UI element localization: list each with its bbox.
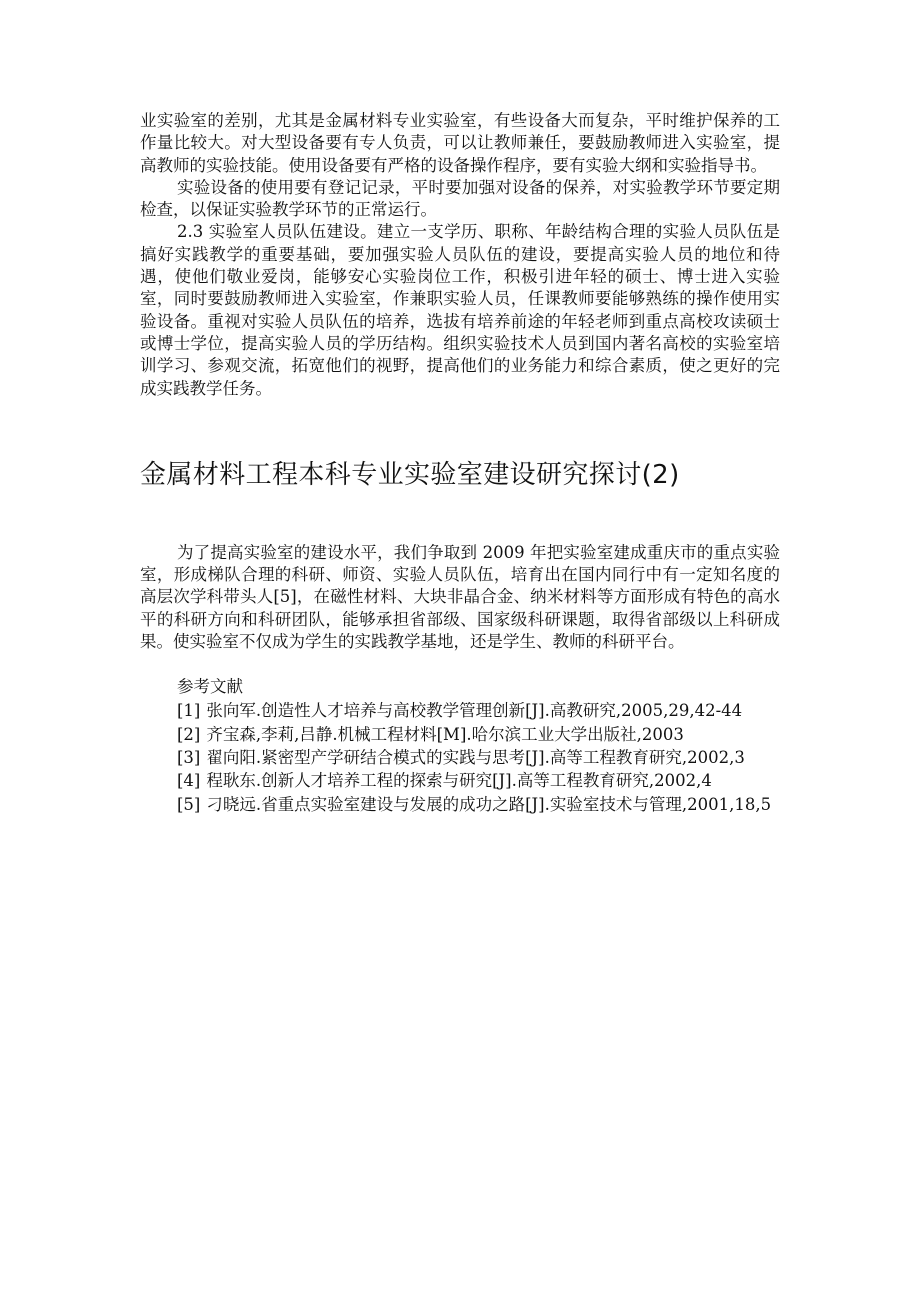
body-paragraph-1: 业实验室的差别，尤其是金属材料专业实验室，有些设备大而复杂，平时维护保养的工作量比较大。对大型设备要有专人负责，可以让教师兼任，要鼓励教师进入实验室，提高教师的实验技能。使用设备要有严格的设备操作程序，要有实验大纲和实验指导书。 — [140, 111, 780, 175]
body-paragraph-3: 2.3 实验室人员队伍建设。建立一支学历、职称、年龄结构合理的实验人员队伍是搞好实践教学的重要基础，要加强实验人员队伍的建设，要提高实验人员的地位和待遇，使他们敬业爱岗，能够安心实验岗位工作，积极引进年轻的硕士、博士进入实验室，同时要鼓励教师进入实验室，作兼职实验人员，任课教师要能够熟练的操作使用实验设备。重视对实验人员队伍的培养，选拔有培养前途的年轻老师到重点高校攻读硕士或博士学位，提高实验人员的学历结构。组织实验技术人员到国内著名高校的实验室培训学习、参观交流，拓宽他们的视野，提高他们的业务能力和综合素质，使之更好的完成实践教学任务。 — [140, 222, 780, 398]
references-title: 参考文献 — [177, 677, 243, 697]
reference-text: 程耿东.创新人才培养工程的探索与研究[J].高等工程教育研究,2002,4 — [206, 771, 712, 791]
reference-text: 张向军.创造性人才培养与高校教学管理创新[J].高教研究,2005,29,42-44 — [206, 701, 743, 721]
reference-item — [140, 769, 780, 792]
reference-item — [140, 793, 780, 816]
reference-text: 翟向阳.紧密型产学研结合模式的实践与思考[J].高等工程教育研究,2002,3 — [206, 747, 745, 767]
reference-number: [4] — [177, 771, 201, 791]
reference-item — [140, 746, 780, 769]
spacer — [140, 653, 780, 675]
spacer — [140, 400, 780, 458]
spacer — [140, 492, 780, 542]
section-title: 金属材料工程本科专业实验室建设研究探讨(2) — [140, 459, 680, 490]
body-paragraph-2: 实验设备的使用要有登记记录，平时要加强对设备的保养，对实验教学环节要定期检查，以保证实验教学环节的正常运行。 — [140, 177, 780, 220]
reference-list — [140, 699, 780, 815]
reference-number: [2] — [177, 724, 201, 744]
reference-item — [140, 699, 780, 722]
reference-text: 刁晓远.省重点实验室建设与发展的成功之路[J].实验室技术与管理,2001,18,5 — [206, 794, 772, 814]
reference-text: 齐宝森,李莉,吕静.机械工程材料[M].哈尔滨工业大学出版社,2003 — [206, 724, 684, 744]
document-page — [140, 110, 780, 816]
reference-item — [140, 723, 780, 746]
reference-number: [3] — [177, 747, 201, 767]
reference-number: [1] — [177, 701, 201, 721]
reference-number: [5] — [177, 794, 201, 814]
section-paragraph: 为了提高实验室的建设水平，我们争取到 2009 年把实验室建成重庆市的重点实验室，形成梯队合理的科研、师资、实验人员队伍，培育出在国内同行中有一定知名度的高层次学科带头人[5]，在磁性材料、大块非晶合金、纳米材料等方面形成有特色的高水平的科研方向和科研团队，能够承担省部级、国家级科研课题，取得省部级以上科研成果。使实验室不仅成为学生的实践教学基地，还是学生、教师的科研平台。 — [140, 542, 780, 652]
